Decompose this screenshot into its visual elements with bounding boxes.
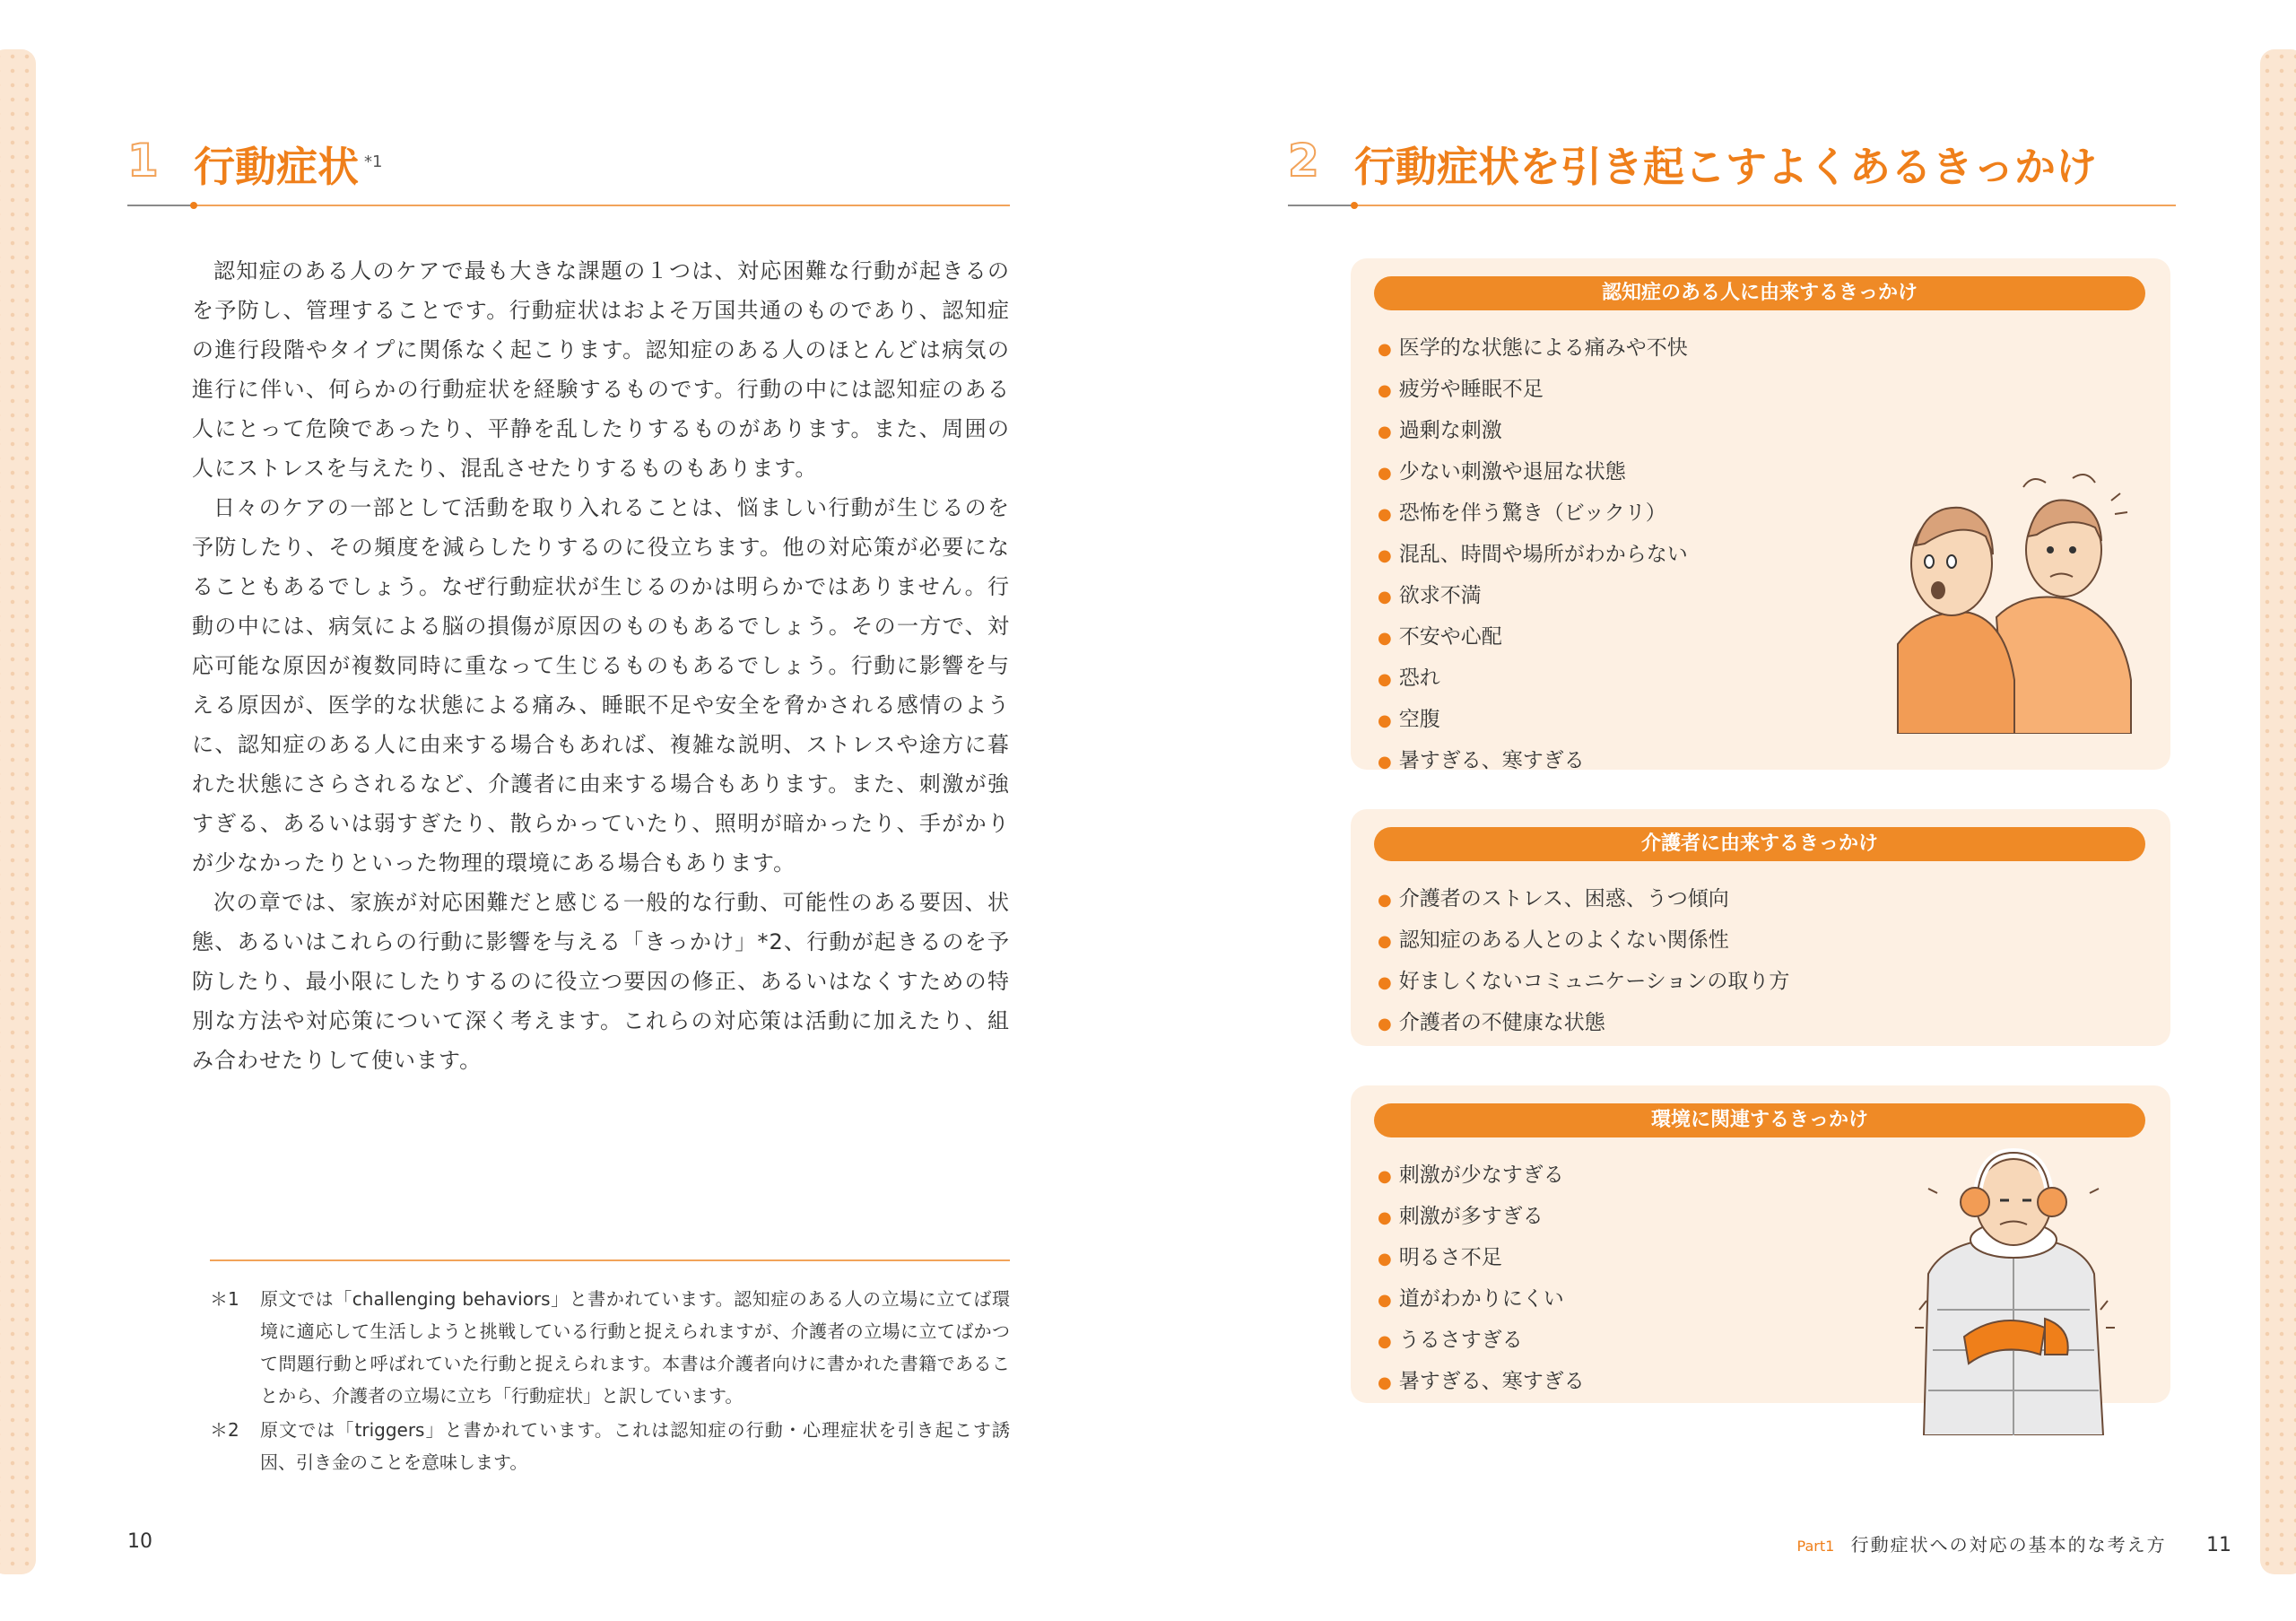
section-rule xyxy=(1288,205,2176,206)
trigger-card-caregiver xyxy=(1351,809,2170,1046)
list-item: ● 好ましくないコミュニケーションの取り方 xyxy=(1378,970,1790,993)
section-title: 行動症状を引き起こすよくあるきっかけ xyxy=(1354,143,2097,191)
paragraph: 次の章では、家族が対応困難だと感じる一般的な行動、可能性のある要因、状態、あるいはこれらの行動に影響を与える「きっかけ」*2、行動が起きるのを予防したり、最小限にしたりするのに役立つ要因の修正、あるいはなくすための特別な方法や対応策について深く考えます。これらの対応策は活動に加えたり、組み合わせたりして使います。 xyxy=(192,890,1010,1073)
footnote-mark: ＊2 xyxy=(210,1419,239,1441)
footnote-mark: ＊1 xyxy=(210,1288,239,1310)
list-item: ● 混乱、時間や場所がわからない xyxy=(1378,543,1688,566)
list-item: ● 過剰な刺激 xyxy=(1378,419,1502,442)
list-item: ● 認知症のある人とのよくない関係性 xyxy=(1378,928,1729,952)
trigger-list xyxy=(1378,1155,1585,1403)
section-rule-dot xyxy=(1351,202,1358,209)
trigger-list xyxy=(1378,328,1688,782)
startled-men-illustration xyxy=(1889,465,2140,734)
section-1-header xyxy=(127,127,1010,217)
section-rule-dot xyxy=(190,202,197,209)
list-item: ● 不安や心配 xyxy=(1378,625,1502,649)
card-heading: 認知症のある人に由来するきっかけ xyxy=(1374,276,2145,310)
list-item: ● 刺激が多すぎる xyxy=(1378,1205,1544,1228)
list-item: ● 医学的な状態による痛みや不快 xyxy=(1378,336,1688,360)
paragraph: 日々のケアの一部として活動を取り入れることは、悩ましい行動が生じるのを予防したり、その頻度を減らしたりするのに役立ちます。他の対応策が必要になることもあるでしょう。なぜ行動症状が生じるのかは明らかではありません。行動の中には、病気による脳の損傷が原因のものもあるでしょう。その一方で、対応可能な原因が複数同時に重なって生じるものもあるでしょう。行動に影響を与える原因が、医学的な状態による痛み、睡眠不足や安全を脅かされる感情のように、認知症のある人に由来する場合もあれば、複雑な説明、ストレスや途方に暮れた状態にさらされるなど、介護者に由来する場合もあります。また、刺激が強すぎる、あるいは弱すぎたり、散らかっていたり、照明が暗かったり、手がかりが少なかったりといった物理的環境にある場合もあります。 xyxy=(192,495,1010,876)
footnote xyxy=(210,1414,1010,1478)
list-item: ● 暑すぎる、寒すぎる xyxy=(1378,1370,1585,1393)
section-rule-accent xyxy=(1288,205,1352,206)
cold-person-illustration xyxy=(1910,1139,2117,1435)
list-item: ● 介護者のストレス、困惑、うつ傾向 xyxy=(1378,887,1729,911)
footnote-text: 原文では「challenging behaviors」と書かれています。認知症のある人の立場に立てば環境に適応して生活しようと挑戦している行動と捉えられますが、介護者の立場に立てばかつて問題行動と呼ばれていた行動と捉えられます。本書は介護者向けに書かれた書籍であることから、介護者の立場に立ち「行動症状」と訳しています。 xyxy=(260,1288,1010,1407)
page-number: 10 xyxy=(127,1530,152,1553)
section-2-header xyxy=(1288,127,2176,217)
right-page xyxy=(1148,0,2296,1621)
trigger-list xyxy=(1378,879,1789,1044)
list-item: ● 刺激が少なすぎる xyxy=(1378,1163,1564,1187)
footnote-ref: *1 xyxy=(364,152,383,171)
trigger-card-person xyxy=(1351,258,2170,770)
paragraph: 認知症のある人のケアで最も大きな課題の１つは、対応困難な行動が起きるのを予防し、管理することです。行動症状はおよそ万国共通のものであり、認知症の進行段階やタイプに関係なく起こります。認知症のある人のほとんどは病気の進行に伴い、何らかの行動症状を経験するものです。行動の中には認知症のある人にとって危険であったり、平静を乱したりするものがあります。また、周囲の人にストレスを与えたり、混乱させたりするものもあります。 xyxy=(192,258,1010,481)
list-item: ● 暑すぎる、寒すぎる xyxy=(1378,749,1585,772)
footer-part-label: Part1 xyxy=(1796,1538,1835,1555)
section-rule-accent xyxy=(127,205,192,206)
footnote-text: 原文では「triggers」と書かれています。これは認知症の行動・心理症状を引き起こす誘因、引き金のことを意味します。 xyxy=(260,1419,1010,1473)
list-item: ● うるさすぎる xyxy=(1378,1329,1523,1352)
list-item: ● 少ない刺激や退屈な状態 xyxy=(1378,460,1626,484)
list-item: ● 恐れ xyxy=(1378,667,1440,690)
list-item: ● 介護者の不健康な状態 xyxy=(1378,1011,1605,1034)
section-rule xyxy=(127,205,1010,206)
list-item: ● 道がわかりにくい xyxy=(1378,1287,1564,1311)
footer-chapter-title: 行動症状への対応の基本的な考え方 xyxy=(1850,1534,2167,1556)
list-item: ● 恐怖を伴う驚き（ビックリ） xyxy=(1378,501,1666,525)
card-heading: 介護者に由来するきっかけ xyxy=(1374,827,2145,861)
list-item: ● 欲求不満 xyxy=(1378,584,1482,607)
footnote xyxy=(210,1283,1010,1412)
section-number: 1 xyxy=(127,135,159,187)
footnotes xyxy=(210,1283,1010,1480)
card-heading: 環境に関連するきっかけ xyxy=(1374,1103,2145,1137)
list-item: ● 明るさ不足 xyxy=(1378,1246,1502,1269)
page-footer xyxy=(1797,1530,2231,1556)
footnote-divider xyxy=(210,1259,1010,1261)
list-item: ● 空腹 xyxy=(1378,708,1440,731)
section-title: 行動症状 $^{*1}$ xyxy=(194,143,383,191)
page-number: 11 xyxy=(2206,1534,2231,1556)
section-number: 2 xyxy=(1288,135,1319,187)
body-text xyxy=(192,251,1010,1080)
list-item: ● 疲労や睡眠不足 xyxy=(1378,378,1544,401)
